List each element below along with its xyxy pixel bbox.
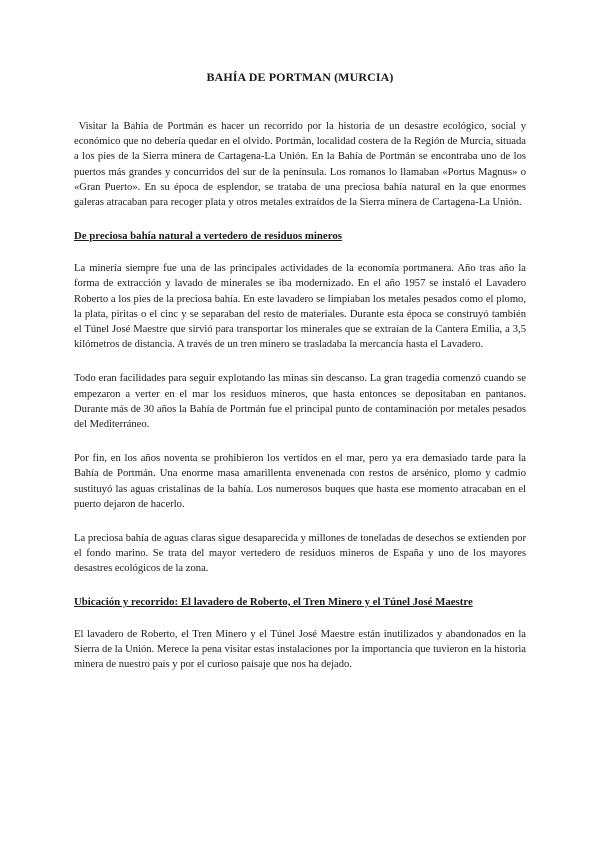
section-heading-1: De preciosa bahía natural a vertedero de residuos mineros — [74, 230, 342, 243]
document-title: BAHÍA DE PORTMAN (MURCIA) — [206, 70, 394, 84]
section-heading-2: Ubicación y recorrido: El lavadero de Roberto, el Tren Minero y el Túnel José Maestre — [74, 595, 473, 608]
section1-paragraph-1: La minería siempre fue una de las principales actividades de la economía portmanera. Año tras año la forma de extracción y lavado de minerales se iba modernizado. En el año 1957 se instaló el Lavadero Roberto a los pies de la preciosa bahía. En este lavadero se limpiaban los metales pesados como el plomo, la plata, piritas o el cinc y se separaban del resto de materiales. Durante esta época se construyó también el Túnel José Maestre que sirvió para transportar los minerales que se extraían de la Cantera Emilia, a 3,5 kilómetros de distancia. A través de un tren minero se trasladaba la mercancía hasta el Lavadero. — [74, 263, 526, 351]
intro-text: Visitar la Bahía de Portmán es hacer un recorrido por la historia de un desastre ecológico, social y económico que no debería quedar en el olvido. Portmán, localidad costera de la Región de Murcia, situada a los pies de la Sierra minera de Cartagena-La Unión. En la Bahía de Portmán se encontraba uno de los puertos más grandes y concurridos del sur de la península. Los romanos lo llamaban «Portus Magnus» o «Gran Puerto». En su época de esplendor, se trataba de una preciosa bahía natural en la que enormes galeras atracaban para recoger plata y otros metales extraídos de la Sierra minera de Cartagena-La Unión. — [74, 121, 526, 209]
section2-paragraph-1: El lavadero de Roberto, el Tren Minero y el Túnel José Maestre están inutilizados y abandonados en la Sierra de la Unión. Merece la pena visitar estas instalaciones por la importancia que tuvieron en la historia minera de nuestro país y por el curioso paisaje que nos ha dejado. — [74, 628, 526, 671]
section1-paragraph-4: La preciosa bahía de aguas claras sigue desaparecida y millones de toneladas de desechos se extienden por el fondo marino. Se trata del mayor vertedero de residuos mineros de España y uno de los mayores desastres ecológicos de la zona. — [74, 533, 526, 575]
section1-paragraph-3: Por fin, en los años noventa se prohibieron los vertidos en el mar, pero ya era demasiado tarde para la Bahía de Portmán. Una enorme masa amarillenta envenenada con restos de arsénico, plomo y cadmio sustituyó las aguas cristalinas de la bahía. Los numerosos buques que hasta ese momento atracaban en el puerto dejaron de hacerlo. — [74, 453, 526, 510]
intro-paragraph — [74, 119, 526, 210]
section1-paragraph-2: Todo eran facilidades para seguir explotando las minas sin descanso. La gran tragedia comenzó cuando se empezaron a verter en el mar los residuos mineros, que hasta entonces se depositaban en pantanos. Durante más de 30 años la Bahía de Portmán fue el principal punto de contaminación por metales pesados del Mediterráneo. — [74, 373, 526, 431]
